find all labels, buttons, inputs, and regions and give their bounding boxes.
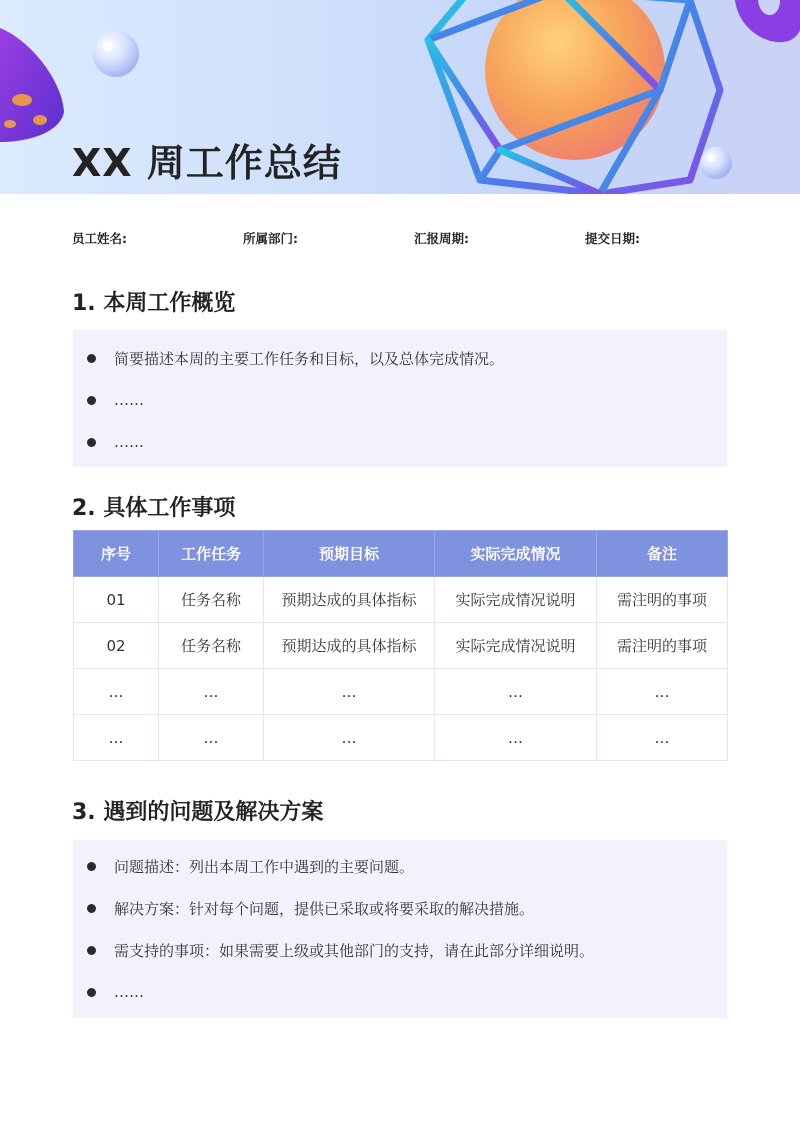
- table-row: [74, 715, 728, 761]
- list-item-text: 简要描述本周的主要工作任务和目标，以及总体完成情况。: [114, 349, 505, 368]
- table-cell: 预期达成的具体指标: [264, 577, 435, 623]
- list-item-text: 需支持的事项：如果需要上级或其他部门的支持，请在此部分详细说明。: [114, 941, 595, 960]
- table-cell: 实际完成情况说明: [435, 623, 597, 669]
- table-cell: …: [74, 715, 159, 761]
- bubble-shape-small: [700, 147, 732, 179]
- table-cell: 任务名称: [159, 623, 264, 669]
- table-cell: 需注明的事项: [597, 623, 728, 669]
- department-label: 所属部门:: [243, 231, 298, 246]
- bullet-icon: [87, 946, 96, 955]
- header-banner: [0, 0, 800, 194]
- column-header-notes: 备注: [597, 531, 728, 577]
- bullet-icon: [87, 988, 96, 997]
- list-item-text: 问题描述：列出本周工作中遇到的主要问题。: [114, 857, 415, 876]
- list-item: [87, 855, 414, 877]
- work-items-table: [73, 530, 728, 761]
- table-cell: …: [159, 715, 264, 761]
- overview-bullet-box: [73, 330, 727, 467]
- employee-name-label: 员工姓名:: [72, 231, 127, 246]
- table-cell: 任务名称: [159, 577, 264, 623]
- table-row: [74, 577, 728, 623]
- report-period-label: 汇报周期:: [414, 231, 469, 246]
- table-cell: …: [597, 715, 728, 761]
- page-title: XX 周工作总结: [72, 141, 342, 185]
- table-cell: …: [264, 669, 435, 715]
- bullet-icon: [87, 438, 96, 447]
- bullet-icon: [87, 396, 96, 405]
- bullet-icon: [87, 862, 96, 871]
- bubble-shape: [93, 31, 139, 77]
- bullet-icon: [87, 354, 96, 363]
- column-header-actual-status: 实际完成情况: [435, 531, 597, 577]
- list-item: [87, 897, 534, 919]
- table-cell: 预期达成的具体指标: [264, 623, 435, 669]
- problems-bullet-box: [73, 840, 727, 1018]
- bullet-icon: [87, 904, 96, 913]
- table-cell: 01: [74, 577, 159, 623]
- list-item-text: ……: [114, 983, 144, 1001]
- list-item: [87, 389, 144, 411]
- submit-date-label: 提交日期:: [585, 231, 640, 246]
- meta-info-row: [72, 229, 732, 247]
- list-item: [87, 981, 144, 1003]
- column-header-task: 工作任务: [159, 531, 264, 577]
- table-cell: …: [435, 715, 597, 761]
- table-cell: …: [74, 669, 159, 715]
- ring-shape: [735, 0, 800, 42]
- list-item-text: ……: [114, 391, 144, 409]
- section-heading-overview: 1. 本周工作概览: [72, 291, 236, 316]
- table-header-row: [74, 531, 728, 577]
- column-header-expected-goal: 预期目标: [264, 531, 435, 577]
- table-cell: …: [264, 715, 435, 761]
- section-heading-work-items: 2. 具体工作事项: [72, 496, 236, 521]
- column-header-number: 序号: [74, 531, 159, 577]
- table-cell: …: [597, 669, 728, 715]
- list-item: [87, 347, 504, 369]
- table-cell: …: [435, 669, 597, 715]
- table-cell: 实际完成情况说明: [435, 577, 597, 623]
- list-item: [87, 939, 594, 961]
- table-row: [74, 623, 728, 669]
- table-cell: 02: [74, 623, 159, 669]
- table-row: [74, 669, 728, 715]
- sphere-shape: [485, 0, 665, 160]
- list-item: [87, 431, 144, 453]
- section-heading-problems-solutions: 3. 遇到的问题及解决方案: [72, 800, 324, 825]
- table-cell: 需注明的事项: [597, 577, 728, 623]
- list-item-text: ……: [114, 433, 144, 451]
- list-item-text: 解决方案：针对每个问题，提供已采取或将要采取的解决措施。: [114, 899, 535, 918]
- table-cell: …: [159, 669, 264, 715]
